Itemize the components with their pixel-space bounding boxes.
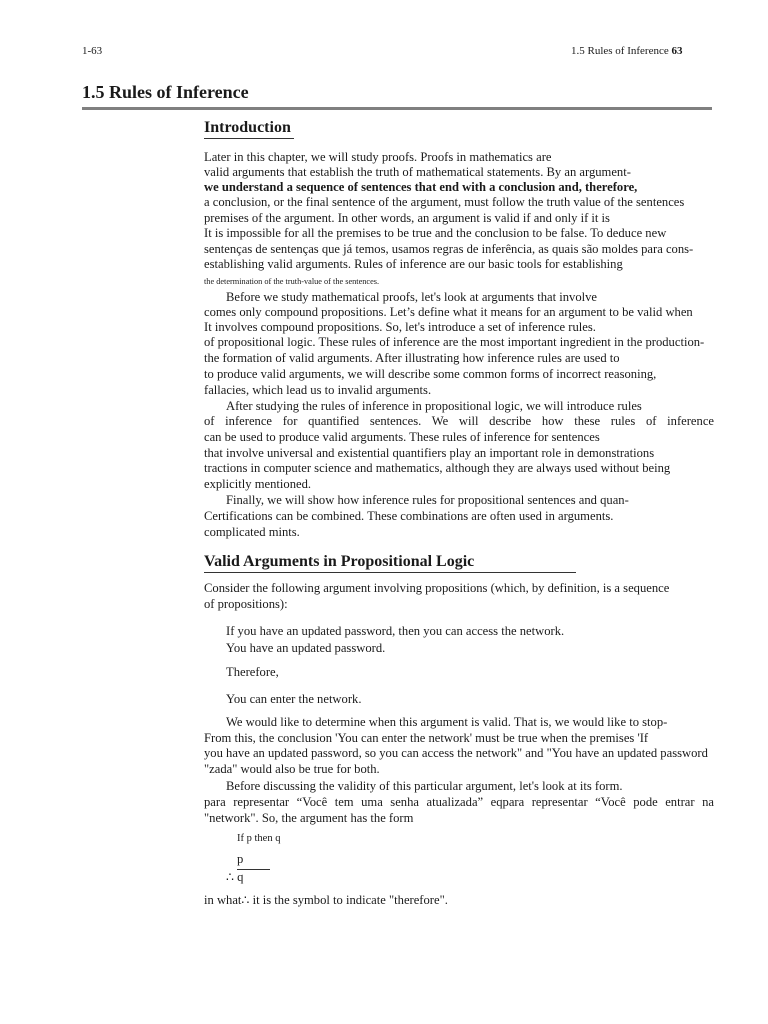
running-header-title: 1.5 Rules of Inference <box>571 45 672 57</box>
intro-p1-line: premises of the argument. In other words, an argument is valid if and only if it is <box>204 211 610 225</box>
page-number: 63 <box>671 45 683 57</box>
intro-p1-line: a conclusion, or the final sentence of the argument, must follow the truth value of the sentences <box>204 195 685 209</box>
intro-p1-line: sentenças de sentenças que já temos, usamos regras de inferência, as quais são moldes para cons- <box>204 242 694 256</box>
intro-p1-line: Later in this chapter, we will study proofs. Proofs in mathematics are <box>204 150 552 164</box>
valid-p2-line: para representar “Você tem uma senha atualizada” eqpara representar “Você pode entrar na <box>204 795 714 809</box>
closing-line: in what∴ it is the symbol to indicate "therefore". <box>204 893 448 907</box>
intro-p1-line: the determination of the truth-value of the sentences. <box>204 277 380 286</box>
running-header-right <box>571 45 683 57</box>
intro-p4-line: Finally, we will show how inference rules for propositional sentences and quan- <box>226 493 629 507</box>
therefore-label: Therefore, <box>226 665 279 679</box>
introduction-heading-rule <box>204 138 294 139</box>
premise-1: If you have an updated password, then you can access the network. <box>226 624 565 638</box>
form-conclusion: ∴ q <box>226 870 244 884</box>
intro-p3-line: of inference for quantified sentences. We will describe how these rules of inference <box>204 414 714 428</box>
running-header-left: 1-63 <box>82 45 103 57</box>
valid-p1-line: "zada" would also be true for both. <box>204 762 380 776</box>
intro-p3-line: can be used to produce valid arguments. These rules of inference for sentences <box>204 430 600 444</box>
intro-p2-line: of propositional logic. These rules of inference are the most important ingredient in the production- <box>204 335 705 349</box>
intro-p3-line: that involve universal and existential quantifiers play an important role in demonstrations <box>204 446 655 460</box>
intro-p3-line: tractions in computer science and mathematics, although they are always used without being <box>204 461 671 475</box>
intro-p2-line: the formation of valid arguments. After illustrating how inference rules are used to <box>204 351 620 365</box>
valid-arguments-heading: Valid Arguments in Propositional Logic <box>204 553 475 570</box>
intro-p3-line: After studying the rules of inference in propositional logic, we will introduce rules <box>226 399 642 413</box>
premise-2: You have an updated password. <box>226 641 386 655</box>
intro-p4-line: Certifications can be combined. These combinations are often used in arguments. <box>204 509 614 523</box>
valid-p1-line: you have an updated password, so you can access the network" and "You have an updated password <box>204 746 708 760</box>
valid-p2-line: Before discussing the validity of this particular argument, let's look at its form. <box>226 779 623 793</box>
intro-p1-line: valid arguments that establish the truth of mathematical statements. By an argument- <box>204 165 631 179</box>
intro-p2-line: Before we study mathematical proofs, let's look at arguments that involve <box>226 290 598 304</box>
intro-p1-line: we understand a sequence of sentences that end with a conclusion and, therefore, <box>204 180 638 194</box>
form-premise-1: If p then q <box>237 833 281 844</box>
intro-p2-line: comes only compound propositions. Let’s define what it means for an argument to be valid when <box>204 305 693 319</box>
valid-intro-line: of propositions): <box>204 597 288 611</box>
conclusion: You can enter the network. <box>226 692 362 706</box>
intro-p3-line: explicitly mentioned. <box>204 477 312 491</box>
intro-p2-line: to produce valid arguments, we will describe some common forms of incorrect reasoning, <box>204 367 657 381</box>
valid-p1-line: We would like to determine when this argument is valid. That is, we would like to stop- <box>226 715 668 729</box>
intro-p2-line: fallacies, which lead us to invalid arguments. <box>204 383 432 397</box>
valid-p2-line: "network". So, the argument has the form <box>204 811 414 825</box>
intro-p1-line: It is impossible for all the premises to be true and the conclusion to be false. To deduce new <box>204 226 667 240</box>
intro-p2-line: It involves compound propositions. So, let's introduce a set of inference rules. <box>204 320 596 334</box>
intro-p4-line: complicated mints. <box>204 525 300 539</box>
introduction-heading: Introduction <box>204 119 291 136</box>
intro-p1-line: establishing valid arguments. Rules of inference are our basic tools for establishing <box>204 257 623 271</box>
section-title-rule <box>82 107 712 110</box>
valid-intro-line: Consider the following argument involving propositions (which, by definition, is a sequence <box>204 581 670 595</box>
form-premise-2: p <box>237 852 244 866</box>
valid-p1-line: From this, the conclusion 'You can enter the network' must be true when the premises 'If <box>204 731 649 745</box>
section-title: 1.5 Rules of Inference <box>82 82 249 102</box>
valid-arguments-heading-rule <box>204 572 576 573</box>
